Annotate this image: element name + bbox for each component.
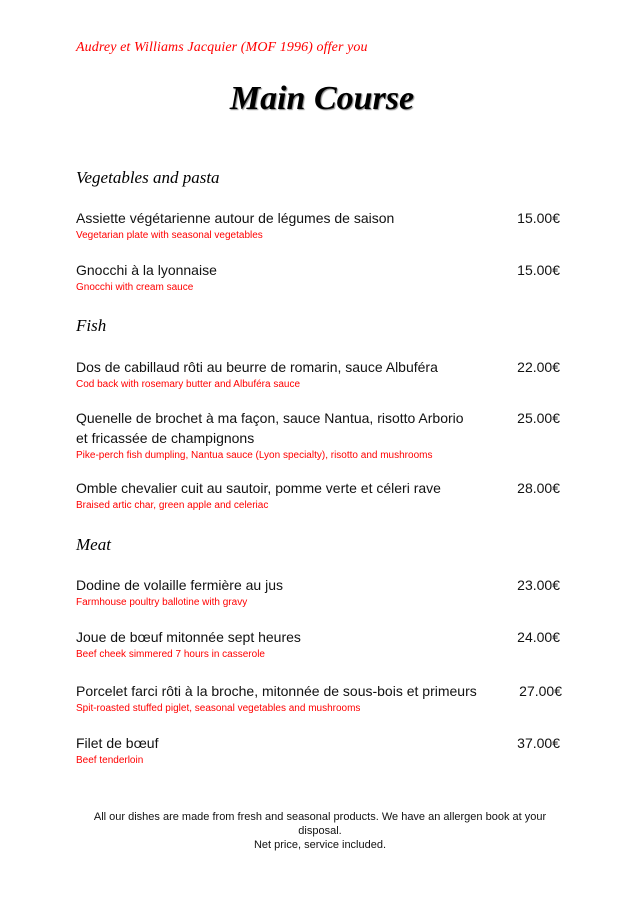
dish-item [76, 627, 564, 661]
dish-name-en: Beef cheek simmered 7 hours in casserole [76, 649, 265, 660]
section-title-vegetables: Vegetables and pasta [76, 168, 220, 187]
dish-name-fr: Dodine de volaille fermière au jus [76, 577, 283, 593]
footer-note [80, 810, 560, 852]
section-title-fish: Fish [76, 316, 107, 335]
dish-name-fr: Dos de cabillaud rôti au beurre de romarin, sauce Albuféra [76, 359, 438, 375]
dish-price: 24.00€ [517, 629, 560, 645]
footer-allergen-note: All our dishes are made from fresh and seasonal products. We have an allergen book at your disposal. [93, 811, 547, 837]
dish-price: 15.00€ [517, 210, 560, 226]
dish-name-en: Spit-roasted stuffed piglet, seasonal vegetables and mushrooms [76, 703, 361, 714]
dish-name-fr: Filet de bœuf [76, 735, 159, 751]
dish-item [76, 733, 564, 767]
dish-price: 37.00€ [517, 735, 560, 751]
dish-name-en: Beef tenderloin [76, 755, 144, 766]
dish-name-en: Pike-perch fish dumpling, Nantua sauce (Lyon specialty), risotto and mushrooms [76, 450, 433, 461]
dish-name-fr: Joue de bœuf mitonnée sept heures [76, 629, 301, 645]
dish-name-fr: Omble chevalier cuit au sautoir, pomme verte et céleri rave [76, 480, 441, 496]
dish-name-fr: Quenelle de brochet à ma façon, sauce Nantua, risotto Arborio et fricassée de champignons [76, 410, 464, 446]
dish-price: 23.00€ [517, 577, 560, 593]
dish-name-en: Braised artic char, green apple and celeriac [76, 500, 269, 511]
dish-price: 22.00€ [517, 359, 560, 375]
footer-price-note: Net price, service included. [253, 839, 387, 851]
page-title: Main Course [229, 80, 415, 117]
dish-name-fr: Gnocchi à la lyonnaise [76, 262, 217, 278]
dish-name-en: Cod back with rosemary butter and Albuféra sauce [76, 379, 301, 390]
dish-price: 27.00€ [519, 683, 562, 699]
dish-item [76, 260, 564, 294]
dish-name-en: Vegetarian plate with seasonal vegetables [76, 230, 263, 241]
dish-item [76, 681, 564, 715]
menu-intro: Audrey et Williams Jacquier (MOF 1996) offer you [76, 40, 368, 55]
dish-name-fr: Porcelet farci rôti à la broche, mitonnée de sous-bois et primeurs [76, 683, 477, 699]
dish-name-fr: Assiette végétarienne autour de légumes de saison [76, 210, 395, 226]
dish-item [76, 208, 564, 242]
dish-item [76, 478, 564, 512]
dish-item [76, 357, 564, 391]
dish-item [76, 575, 564, 609]
dish-item [76, 408, 564, 462]
dish-price: 28.00€ [517, 480, 560, 496]
dish-price: 25.00€ [517, 410, 560, 426]
section-title-meat: Meat [76, 535, 111, 554]
dish-price: 15.00€ [517, 262, 560, 278]
dish-name-en: Farmhouse poultry ballotine with gravy [76, 597, 248, 608]
dish-name-en: Gnocchi with cream sauce [76, 282, 194, 293]
